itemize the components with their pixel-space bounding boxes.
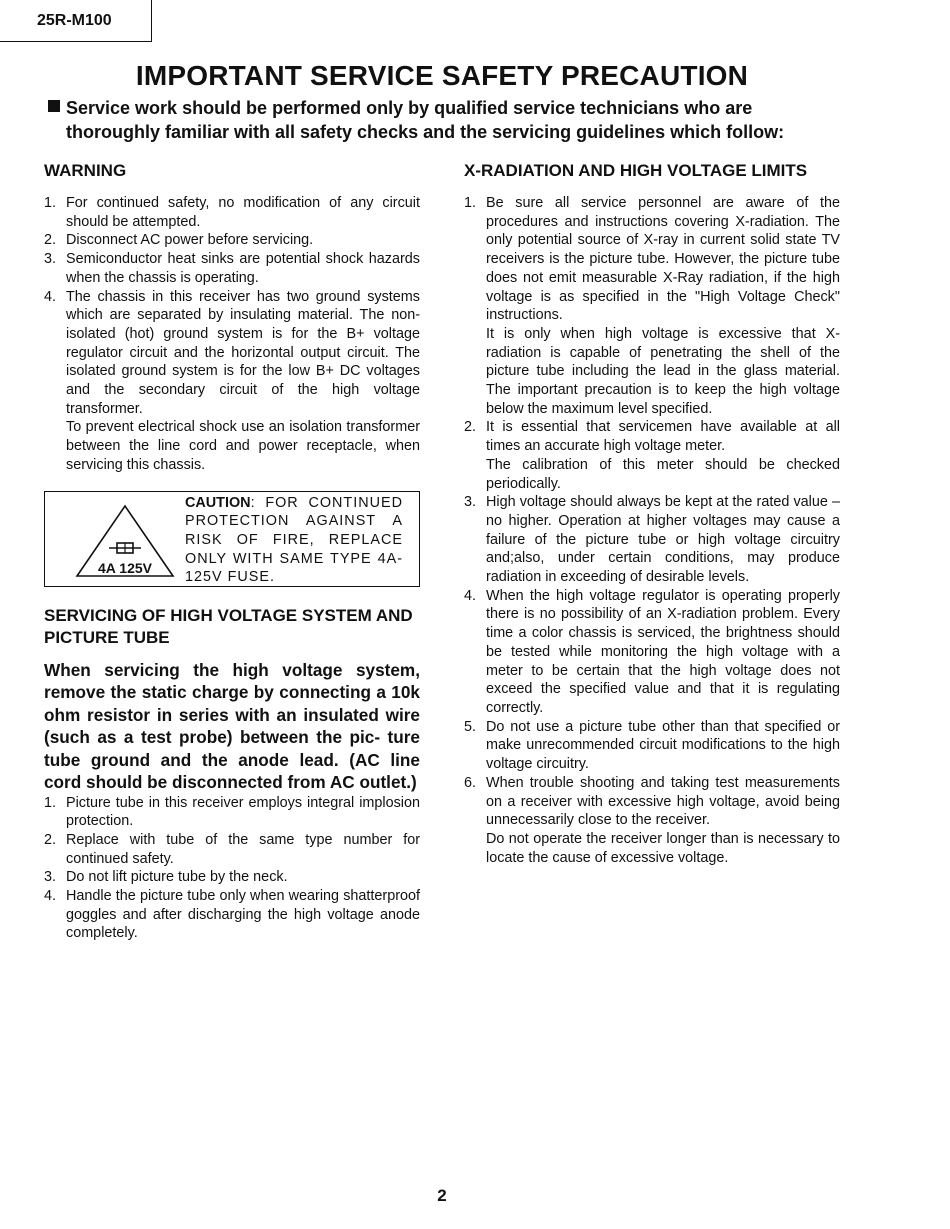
- page-number: 2: [437, 1186, 447, 1205]
- list-item-text: Do not lift picture tube by the neck.: [66, 869, 288, 886]
- list-item-number: 5.: [464, 718, 477, 735]
- list-item: [464, 587, 840, 718]
- warning-heading: WARNING: [44, 161, 127, 180]
- list-item-number: 1.: [44, 195, 57, 211]
- warning-list: [44, 194, 420, 475]
- caution-body: : FOR CONTINUED PROTECTION AGAINST A RISK OF FIRE, REPLACE ONLY WITH SAME TYPE 4A-125V FUSE.: [185, 494, 403, 586]
- list-item: [44, 250, 420, 287]
- list-item: [44, 887, 420, 943]
- list-item-number: 3.: [464, 494, 477, 511]
- list-item: [464, 493, 840, 587]
- list-item: [44, 794, 420, 831]
- list-item: [44, 194, 420, 231]
- list-item-number: 2.: [44, 232, 57, 249]
- list-item-text: When trouble shooting and taking test measurements on a receiver with excessive high voltage, avoid being unnecessarily close to the receiver.: [486, 774, 840, 829]
- list-item: [464, 418, 840, 493]
- fuse-warning-triangle-icon: [75, 504, 175, 578]
- list-item-number: 3.: [44, 869, 57, 886]
- list-item: [44, 831, 420, 868]
- servicing-heading: SERVICING OF HIGH VOLTAGE SYSTEM AND PICTURE TUBE: [44, 605, 413, 647]
- xradiation-list: [464, 194, 840, 867]
- list-item-text: Disconnect AC power before servicing.: [66, 232, 314, 249]
- list-item: [464, 774, 840, 868]
- list-item-number: 1.: [464, 195, 477, 211]
- list-item-number: 1.: [44, 794, 57, 811]
- list-item-number: 2.: [44, 831, 57, 848]
- servicing-list: [44, 794, 420, 944]
- list-item-number: 3.: [44, 251, 57, 268]
- list-item-text: Handle the picture tube only when wearing shatterproof goggles and after discharging the high voltage anode completely.: [66, 888, 420, 942]
- list-item-text: High voltage should always be kept at the rated value –no higher. Operation at higher voltages may cause a failure of the picture tube or high voltage circuitry and;also, under certain conditions, may produce radiation in exceeding of desirable levels.: [486, 494, 840, 586]
- fuse-rating-label: 4A 125V: [98, 559, 152, 576]
- list-item-text: It is only when high voltage is excessive that X-radiation is capable of penetrating the shell of the picture tube including the lead in the glass material. The important precaution is to keep the high voltage below the maximum level specified.: [486, 325, 840, 417]
- square-bullet-icon: [48, 100, 60, 112]
- list-item-text: Picture tube in this receiver employs integral implosion protection.: [66, 794, 420, 830]
- list-item-number: 4.: [44, 288, 57, 305]
- list-item-text: Do not use a picture tube other than that specified or make unrecommended circuit modifications to the high voltage circuitry.: [486, 718, 840, 773]
- list-item-text: To prevent electrical shock use an isolation transformer between the line cord and power receptacle, when servicing this chassis.: [66, 419, 420, 473]
- intro-statement: [48, 96, 848, 144]
- list-item-text: For continued safety, no modification of any circuit should be attempted.: [66, 195, 420, 230]
- list-item-number: 4.: [44, 888, 57, 905]
- intro-text: Service work should be performed only by qualified service technicians who are thoroughly familiar with all safety checks and the servicing guidelines which follow:: [66, 98, 785, 142]
- list-item: [464, 194, 840, 418]
- caution-label: CAUTION: [185, 494, 251, 511]
- list-item-text: It is essential that servicemen have available at all times an accurate high voltage meter.: [486, 419, 840, 455]
- list-item-number: 4.: [464, 587, 477, 604]
- xradiation-heading: X-RADIATION AND HIGH VOLTAGE LIMITS: [464, 161, 808, 180]
- model-number: 25R-M100: [37, 12, 112, 29]
- right-column: [464, 160, 840, 867]
- caution-box: [44, 491, 420, 587]
- list-item: [464, 718, 840, 774]
- left-column: [44, 160, 420, 943]
- caution-text: [185, 494, 403, 588]
- list-item: [44, 868, 420, 887]
- list-item: [44, 288, 420, 475]
- list-item-text: Be sure all service personnel are aware of the procedures and instructions covering X-radiation. The only potential source of X-ray in current solid state TV receivers is the picture tube. However, the picture tube does not emit measurable X-Ray radiation, if the high voltage is as specified in the "High Voltage Check" instructions.: [486, 195, 840, 324]
- list-item-text: When the high voltage regulator is operating properly there is no possibility of an X-radiation problem. Every time a color chassis is serviced, the brightness should be tested while monitoring the high voltage with a meter to be certain that the high voltage does not exceed the specified value and that it is regulating correctly.: [486, 587, 840, 716]
- list-item-text: Do not operate the receiver longer than is necessary to locate the cause of excessive voltage.: [486, 830, 840, 866]
- list-item-text: Replace with tube of the same type number for continued safety.: [66, 831, 420, 867]
- list-item-text: Semiconductor heat sinks are potential shock hazards when the chassis is operating.: [66, 251, 420, 286]
- list-item: [44, 231, 420, 250]
- list-item-number: 2.: [464, 419, 477, 436]
- list-item-text: The calibration of this meter should be checked periodically.: [486, 456, 840, 492]
- list-item-text: The chassis in this receiver has two ground systems which are separated by insulating material. The non-isolated (hot) ground system is for the B+ voltage regulator circuit and the horizontal output circuit. The isolated ground system is for the low B+ DC voltages and the secondary circuit of the high voltage transformer.: [66, 288, 420, 417]
- model-number-tab: [0, 0, 152, 42]
- servicing-bold-paragraph: When servicing the high voltage system, remove the static charge by connecting a 10k ohm resistor in series with an insulated wire (such as a test probe) between the pic- ture tube ground and the anode lead. (AC line cord should be disconnected from AC outlet.): [44, 659, 420, 793]
- list-item-number: 6.: [464, 774, 477, 791]
- page-title: IMPORTANT SERVICE SAFETY PRECAUTION: [135, 60, 749, 91]
